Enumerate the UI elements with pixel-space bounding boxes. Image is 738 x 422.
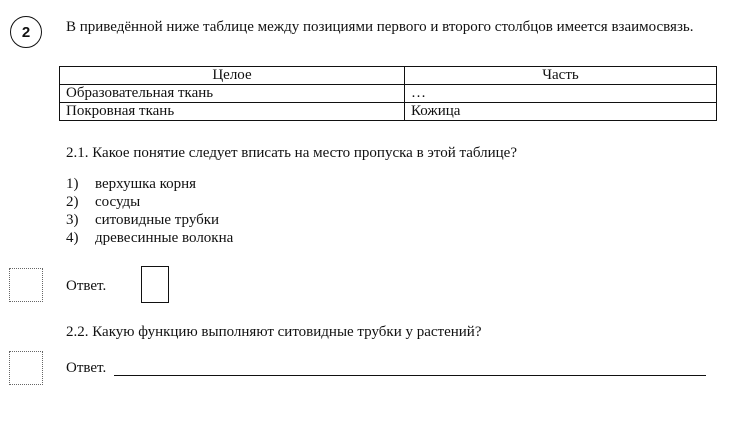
list-item [66,229,233,247]
answer-input-box-2-1[interactable] [141,266,169,303]
list-item [66,175,233,193]
answer-line-2-2[interactable] [114,375,706,376]
list-item [66,193,233,211]
option-number: 3) [66,212,79,228]
table-row [60,103,717,121]
question-number-badge: 2 [10,16,42,48]
table-cell-part-blank: … [405,85,717,103]
option-number: 1) [66,176,79,192]
question-2-2-prompt: 2.2. Какую функцию выполняют ситовидные трубки у растений? [66,324,482,340]
answer-label-2-1: Ответ. [66,278,107,294]
option-number: 4) [66,230,79,246]
score-box-2-2 [9,351,43,385]
option-text: верхушка корня [95,176,197,192]
option-text: сосуды [95,194,141,210]
list-item [66,211,233,229]
relationship-table [59,66,717,121]
table-cell-whole: Образовательная ткань [60,85,405,103]
score-box-2-1 [9,268,43,302]
option-text: ситовидные трубки [95,212,220,228]
table-row [60,85,717,103]
option-number: 2) [66,194,79,210]
answer-options-list [66,175,233,247]
question-intro: В приведённой ниже таблице между позициями первого и второго столбцов имеется взаимосвязь. [66,19,694,35]
table-header-row [60,67,717,85]
column-header-part: Часть [405,67,717,85]
column-header-whole: Целое [60,67,405,85]
table-cell-whole: Покровная ткань [60,103,405,121]
option-text: древесинные волокна [95,230,234,246]
answer-label-2-2: Ответ. [66,360,107,376]
table-cell-part: Кожица [405,103,717,121]
question-2-1-prompt: 2.1. Какое понятие следует вписать на место пропуска в этой таблице? [66,145,517,161]
